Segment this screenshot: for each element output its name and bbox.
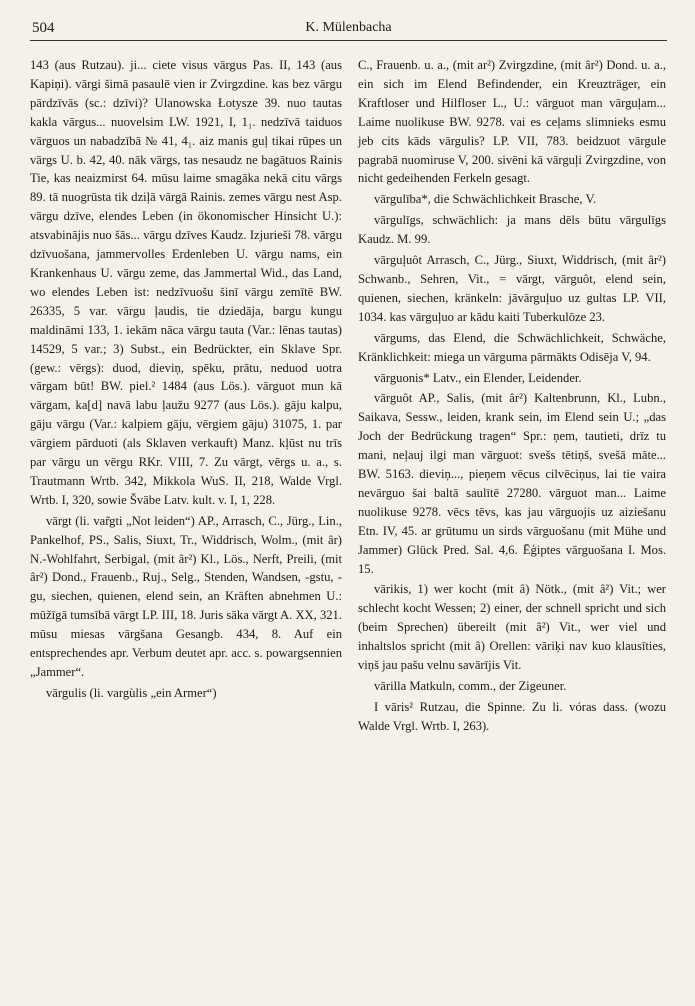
- page-header: [30, 18, 667, 41]
- entry-varguliba: vārgulība*, die Schwächlichkeit Brasche, V.: [374, 192, 597, 207]
- page-number: 504: [32, 20, 55, 36]
- entry-continuation-vargulis: C., Frauenb. u. a., (mit ar²) Zvirgzdine, (mit âr²) Dond. u. a., ein sich im Elend Befindender, ein Kreuzträger, ein Kraftloser und Hilfloser L., U.: vārguot man vārguļam... Laime nuolikuse BW. 9278. vai es ceļams slimnieks esmu jeb cits kāds vārgulis? LP. VII, 783. beidzuot vārgule pagrabā nuomiruse V, 200. sivēni kā vārguļi Zvirgzdine, von nicht gedeihenden Ferkeln gesagt.: [358, 58, 666, 186]
- entry-varguluot: vārguļuôt Arrasch, C., Jürg., Siuxt, Widdrisch, (mit âr²) Schwanb., Sehren, Vit., = vārgt, vārguôt, elend sein, quienen, siechen, kränkeln: jāvārguļuo uz gultas LP. VII, 1034. kas vārguļuo ar kādu kaiti Tuberkulōze 23.: [358, 253, 666, 324]
- entry-varilla: vārilla Matkuln, comm., der Zigeuner.: [374, 679, 567, 693]
- entry-continuation: 143 (aus Rutzau). ji... ciete visus vārgus Pas. II, 143 (aus Kapiņi). vārgi šimā pasaulē vien ir Zvirgzdine. kas bez vārgu pārdzīvās (sc.: dzīvi)? Ulanowska Łotysze 39. nuo tautas kakla vārgus... nuovelsim LW. 1921, I, 1₁. nedzīvā taiduos vārguos un nabadzībā № 41, 4₁. aiz manis guļ tikai rūpes un vārgs U. b. 42, 40. nāk vārgs, tas nesaudz ne bagātuos Rainis Tie, kas neaizmirst 64. mūsu laime smagāka nekā citu vārgs 89. tā nuogrūsta tik dziļā vārgā Rainis. zemes vārgu nest Asp. vārgu dzīve, elendes Leben (in ökonomischer Hinsicht U.): atsvabinājis nuo šās... vārgu dzīves Kaudz. Izjurieši 78. vārgu dzīvuošana, jammervolles Erdenleben U. vārgu nams, ein Krankenhaus U. vārgu zeme, das Jammertal Wid., das Land, wo elendes Leben ist: nedzīvuošu šinī vārgu zemītē BW. 26335, 5 var. vārgu ļaudis, tie dziedāja, bargu kungu maldināmi 133, 1. iekām nāca vārgu tauta (Var.: lēnas tautas) 14529, 5 var.; 3) Subst., ein Bedrückter, ein Sklave Spr. (gew.: vērgs): duod, dieviņ, spēku, prātu, neduod uotra vārgam būt! BW. piel.² 1484 (aus Lös.). vārguot mun kā vārgam, ka[d] navā labu ļaužu 9277 (aus Lös.). gāju kalpu, gāju vārgu (Var.: kalpiem gāju, vērgiem gāju) 31075, 1. par vārgiem pārduoti (als Sklaven verkauft) Manz. kļūst nu trīs par vārgu un vērgu RKr. VIII, 7. Zu vārgt, vērgs u. a., s. Trautmann Wrtb. 342, Mikkola WuS. II, 218, Walde Vrgl. Wrtb. I, 320, sowie Švābe Latv. kult. v. I, 1, 228.: [30, 58, 342, 507]
- left-column: [30, 56, 342, 705]
- entry-vargulis: vārgulis (li. vargùlis „ein Armer“): [46, 685, 217, 700]
- entry-varis: I vāris² Rutzau, die Spinne. Zu li. vóras dass. (wozu Walde Vrgl. Wrtb. I, 263).: [358, 699, 666, 733]
- running-title: K. Mülenbacha: [305, 20, 392, 35]
- entry-vargt: vārgt (li. var̃gti „Not leiden“) AP., Arrasch, C., Jürg., Lin., Pankelhof, PS., Salis, Siuxt, Tr., Widdrisch, Wolm., (mit âr) N.-Wohlfahrt, Serbigal, (mit âr²) Kl., Lös., Nerft, Preili, (mit âr²) Dond., Frauenb., Ruj., Selg., Stenden, Wandsen, -gstu, -gu, siechen, quienen, elend sein, an Kräften abnehmen U.: mūžīgā tumsībā vārgt LP. III, 18. Juris sāka vārgt A. XX, 321. mūsu miesas vārgšana Gesangb. 434, 8. Auf ein entsprechendes apr. Verbum deutet apr. acc. s. powargsennien „Jammer“.: [30, 513, 342, 679]
- entry-vargums: vārgums, das Elend, die Schwächlichkeit, Schwäche, Kränklichkeit: miega un vārguma pārmākts Odisēja V, 94.: [358, 330, 666, 364]
- entry-varikis: vārikis, 1) wer kocht (mit â) Nötk., (mit â²) Vit.; wer schlecht kocht Wessen; 2) einer, der schnell spricht und sich (beim Sprechen) übereilt (mit â²) Vit., wer viel und inhaltslos spricht (mit â) Orellen: vāriķi nav kuo klausīties, viņš jau pašu velnu savārījis Vit.: [358, 582, 666, 673]
- entry-varguot: vārguôt AP., Salis, (mit âr²) Kaltenbrunn, Kl., Lubn., Saikava, Sessw., leiden, krank sein, im Elend sein U.; „das Joch der Bedrückung tragen“ Spr.: ņem, tautieti, drīz tu mani, neļauj ilgi man vārguot: svešs tētiņš, svešā māte... BW. 5163. dieviņ..., pieņem vēcus cilvēciņus, lai tie vaira nevārguo šai baltā saulītē 27280. vārguot man... Laime nuolikuse 9278. vēcs tēvs, kas jau vārguojis uz aiziešanu Etn. IV, 45. ar grūtumu un sirds vārguošanu (mit Mühe und Jammer) Glück Pred. Sal. 4,6. Ēģiptes vārguošana I. Mos. 15.: [358, 391, 666, 576]
- right-column: [358, 56, 666, 738]
- entry-varguonis: vārguonis* Latv., ein Elender, Leidender.: [374, 370, 582, 385]
- entry-varguligs: vārgulīgs, schwächlich: ja mans dēls būtu vārgulīgs Kaudz. M. 99.: [358, 213, 666, 247]
